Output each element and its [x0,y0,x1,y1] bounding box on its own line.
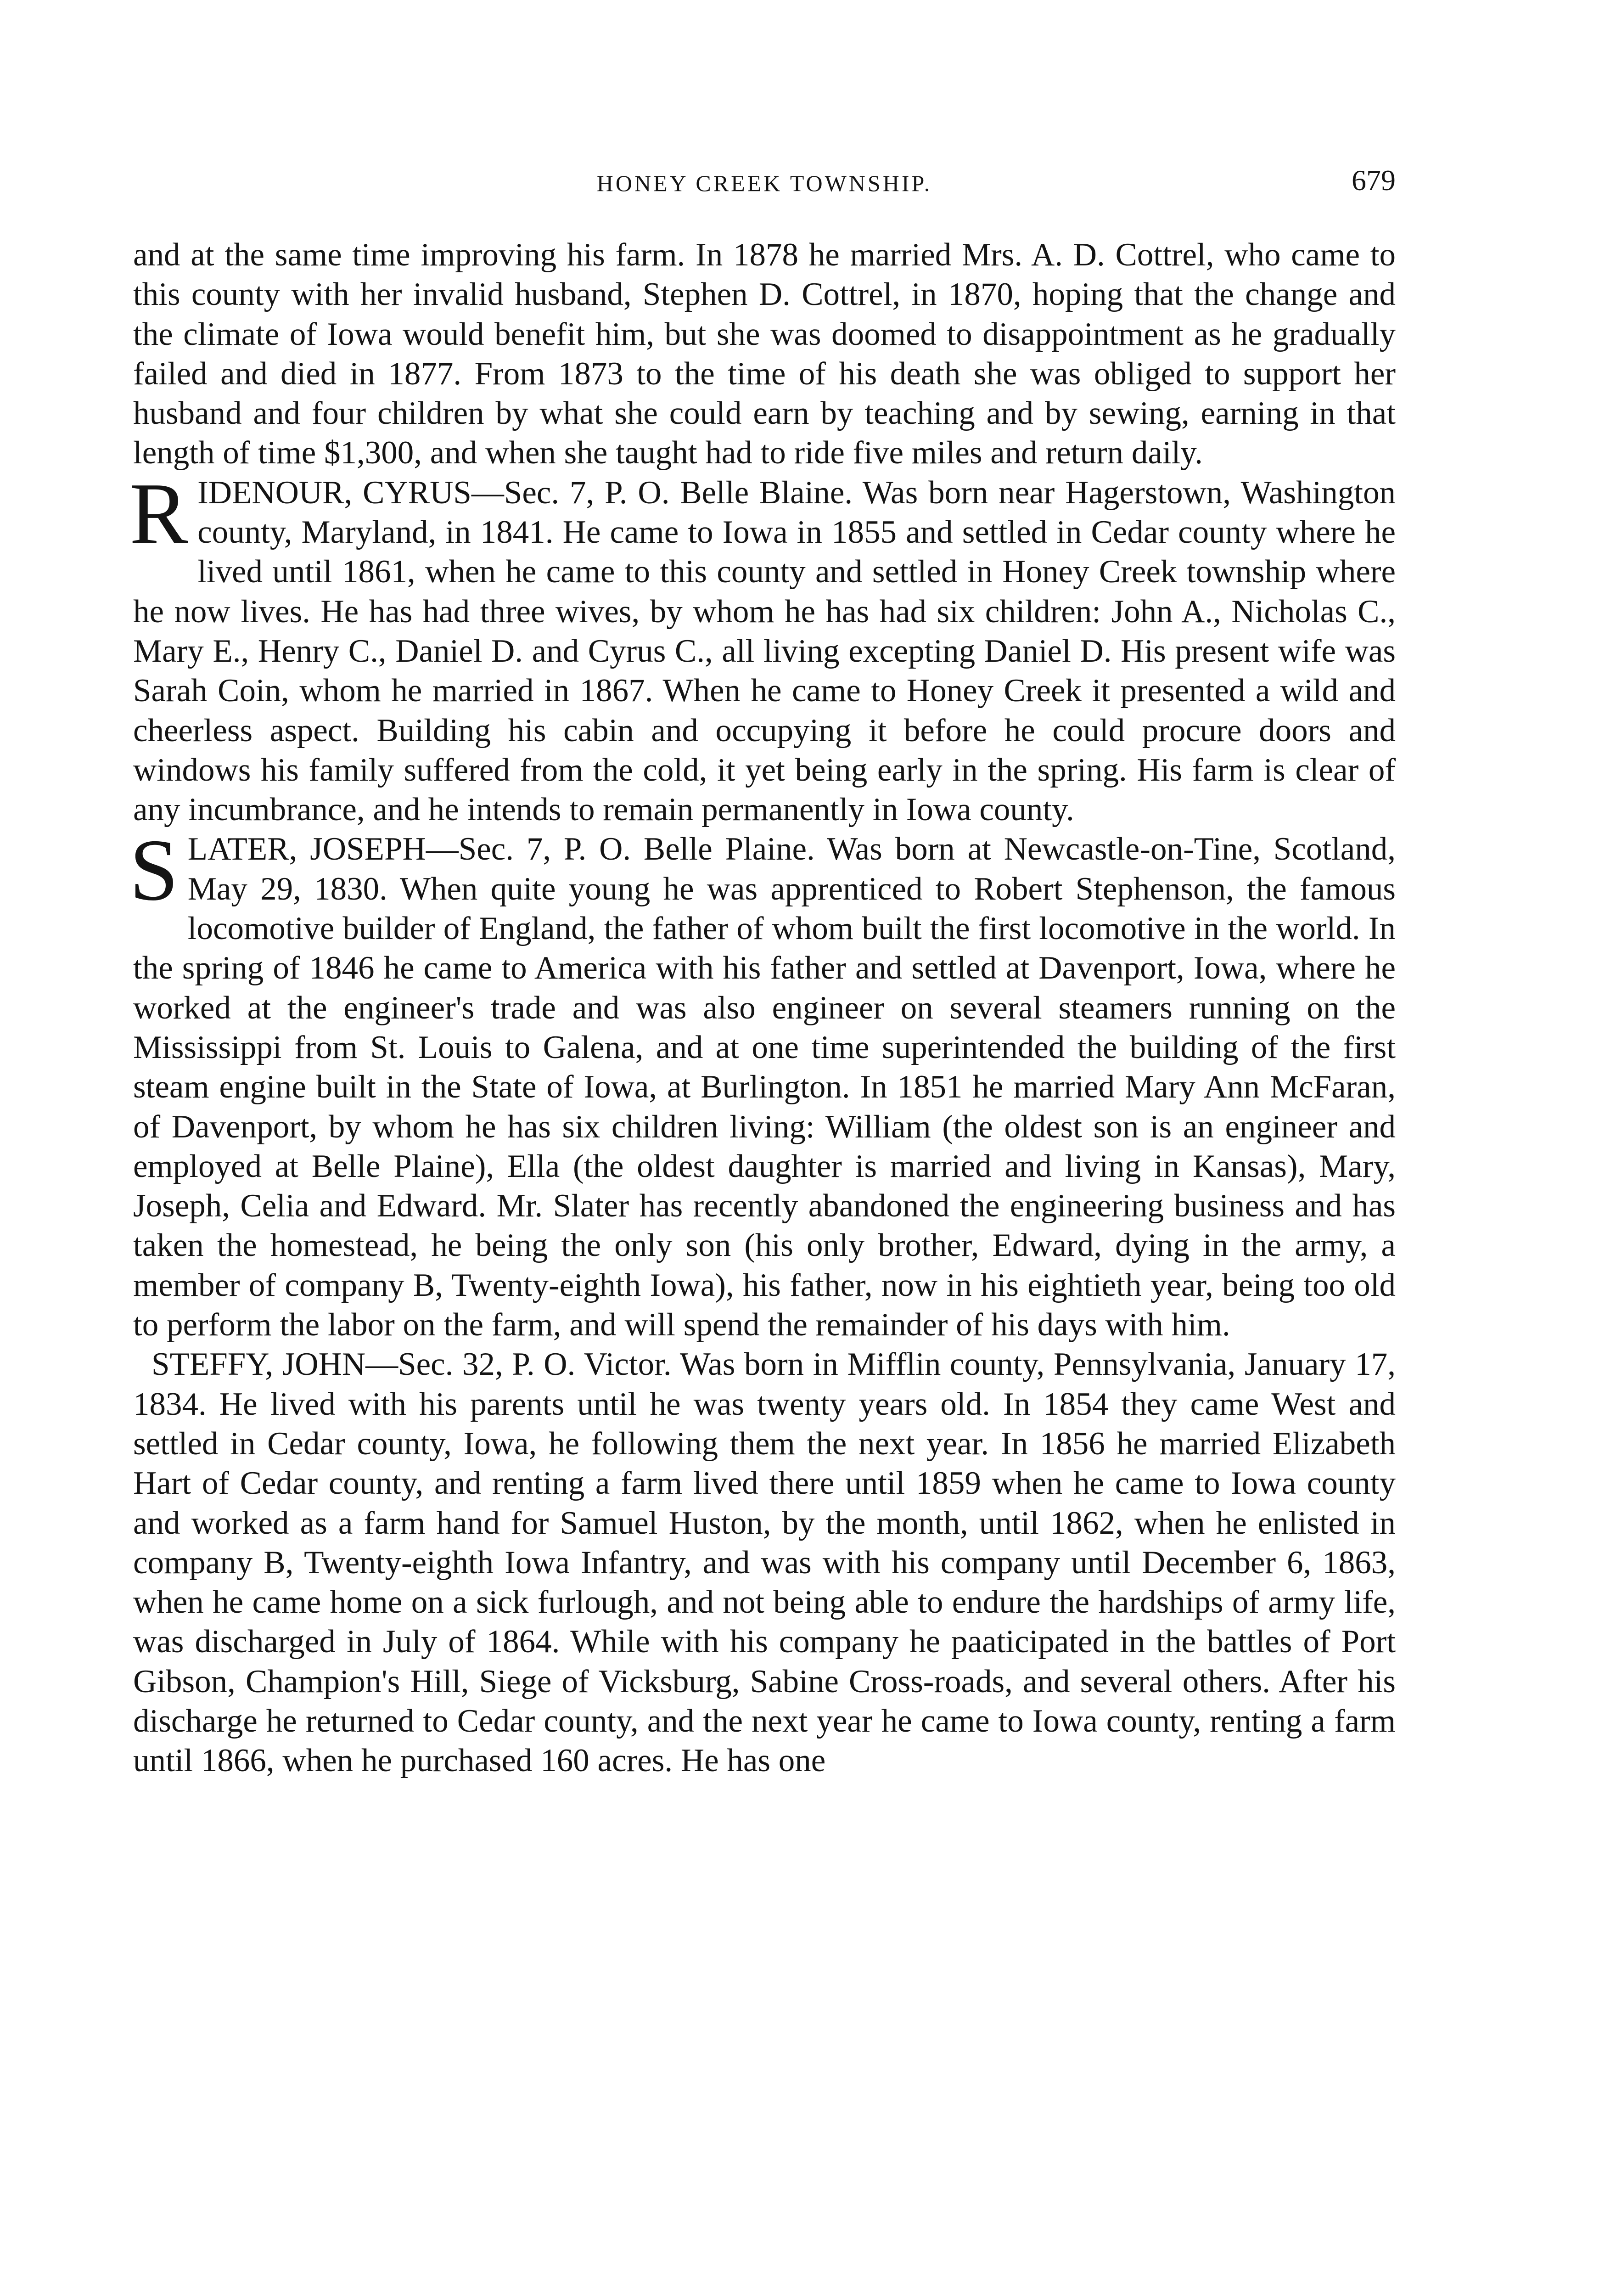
running-head: HONEY CREEK TOWNSHIP. [596,170,932,196]
drop-cap: S [129,821,179,919]
entry-ridenour-cyrus [129,464,1396,830]
paragraph-continuation [133,235,1396,473]
page-number: 679 [1352,164,1396,197]
page-body [129,235,1396,1781]
entry-slater-joseph [129,821,1396,1345]
drop-cap: R [129,464,189,563]
entry-text: IDENOUR, CYRUS—Sec. 7, P. O. Belle Blaine. Was born near Hagerstown, Washington county, Maryland, in 1841. He came to Iowa in 1855 and settled in Cedar county where he lived until 1861, when he came to this county and settled in Honey Creek township where he now lives. He has had three wives, by whom he has had six children: John A., Nicholas C., Mary E., Henry C., Daniel D. and Cyrus C., all living excepting Daniel D. His present wife was Sarah Coin, whom he married in 1867. When he came to Honey Creek it presented a wild and cheerless aspect. Building his cabin and occupying it before he could procure doors and windows his family suffered from the cold, it yet being early in the spring. His farm is clear of any incumbrance, and he intends to remain permanently in Iowa county. [133,474,1396,828]
paragraph-text: and at the same time improving his farm. In 1878 he married Mrs. A. D. Cottrel, who came to this county with her invalid husband, Stephen D. Cottrel, in 1870, hoping that the change and the climate of Iowa would benefit him, but she was doomed to disappointment as he gradually failed and died in 1877. From 1873 to the time of his death she was obliged to support her husband and four children by what she could earn by teaching and by sewing, earning in that length of time $1,300, and when she taught had to ride five miles and return daily. [133,237,1396,471]
entry-steffy-john [133,1345,1396,1780]
entry-text: LATER, JOSEPH—Sec. 7, P. O. Belle Plaine. Was born at Newcastle-on-Tine, Scotland, May 29, 1830. When quite young he was apprenticed to Robert Stephenson, the famous locomotive builder of England, the father of whom built the first locomotive in the world. In the spring of 1846 he came to America with his father and settled at Davenport, Iowa, where he worked at the engineer's trade and was also engineer on several steamers running on the Mississippi from St. Louis to Galena, and at one time superintended the building of the first steam engine built in the State of Iowa, at Burlington. In 1851 he married Mary Ann McFaran, of Davenport, by whom he has six children living: William (the oldest son is an engineer and employed at Belle Plaine), Ella (the oldest daughter is married and living in Kansas), Mary, Joseph, Celia and Edward. Mr. Slater has recently abandoned the engineering business and has taken the homestead, he being the only son (his only brother, Edward, dying in the army, a member of company B, Twenty-eighth Iowa), his father, now in his eightieth year, being too old to perform the labor on the farm, and will spend the remainder of his days with him. [133,831,1396,1343]
book-page [129,164,1396,1781]
entry-text: STEFFY, JOHN—Sec. 32, P. O. Victor. Was born in Mifflin county, Pennsylvania, January 17, 1834. He lived with his parents until he was twenty years old. In 1854 they came West and settled in Cedar county, Iowa, he following them the next year. In 1856 he married Elizabeth Hart of Cedar county, and renting a farm lived there until 1859 when he came to Iowa county and worked as a farm hand for Samuel Huston, by the month, until 1862, when he enlisted in company B, Twenty-eighth Iowa Infantry, and was with his company until December 6, 1863, when he came home on a sick furlough, and not being able to endure the hardships of army life, was discharged in July of 1864. While with his company he paaticipated in the battles of Port Gibson, Champion's Hill, Siege of Vicksburg, Sabine Cross-roads, and several others. After his discharge he returned to Cedar county, and the next year he came to Iowa county, renting a farm until 1866, when he purchased 160 acres. He has one [133,1346,1396,1779]
page-header [133,164,1396,211]
